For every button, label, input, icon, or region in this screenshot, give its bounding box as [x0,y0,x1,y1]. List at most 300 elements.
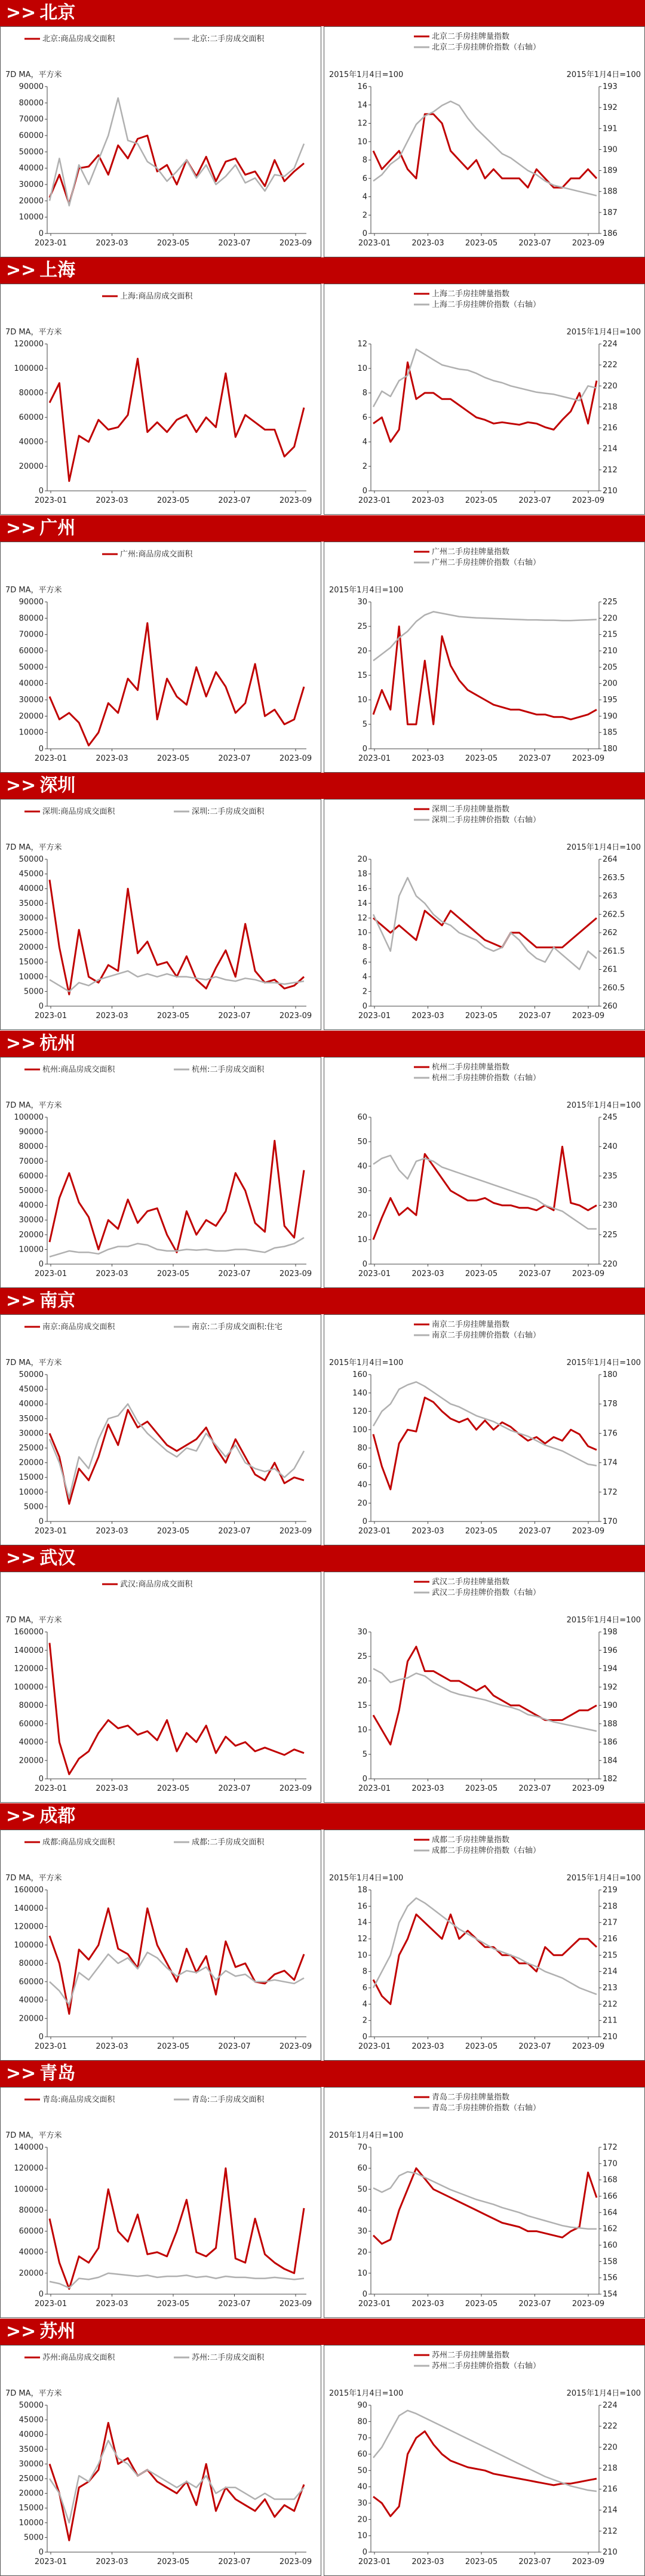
y-tick-label: 60 [357,1113,367,1122]
x-tick-label: 2023-05 [156,1784,190,1793]
y-tick-label: 90000 [19,598,44,607]
y-tick-label: 10000 [19,972,44,982]
y-tick-label: 35000 [19,899,44,908]
x-tick-label: 2023-01 [358,1784,391,1793]
y-tick-label: 6 [362,958,367,967]
y-tick-label: 60000 [19,1719,44,1729]
x-tick-label: 2023-07 [518,1527,551,1536]
series-line-primary [373,114,597,187]
y-tick-label: 0 [38,1260,44,1269]
y-tick-label: 70 [357,2433,367,2443]
x-tick-label: 2023-01 [34,2557,67,2566]
y-tick-label: 6 [362,413,367,422]
y-tick-label: 2 [362,462,367,471]
x-tick-label: 2023-05 [156,496,190,505]
y-tick-label: 10 [357,1951,367,1960]
x-tick-label: 2023-09 [279,1784,312,1793]
x-tick-label: 2023-07 [518,2042,551,2051]
y-tick-label: 60 [357,2450,367,2459]
unit-label: 7D MA，平方米 [5,586,62,595]
y-tick-label: 0 [38,745,44,754]
series-line-primary [373,1914,597,2004]
y-tick-label: 30000 [19,1429,44,1438]
listing-index-chart [324,2088,644,2317]
listing-index-chart [324,542,644,772]
y2-tick-label: 205 [603,663,618,672]
area-chart-panel [0,1830,321,2061]
y-tick-label: 0 [38,1775,44,1784]
series-line-secondary [50,98,304,205]
y2-tick-label: 220 [603,2443,618,2452]
y2-tick-label: 200 [603,679,618,688]
city-name: 广州 [39,518,76,539]
city-section-8 [0,2061,645,2318]
y2-tick-label: 172 [603,2143,618,2152]
city-name: 深圳 [39,775,76,796]
series-line-primary [50,136,304,204]
listing-index-panel [324,1830,645,2061]
city-header [0,1288,645,1314]
y2-tick-label: 168 [603,2175,618,2185]
legend-label: 成都:二手房成交面积 [192,1838,265,1847]
y2-tick-label: 235 [603,1172,618,1181]
y2-tick-label: 245 [603,1113,618,1122]
area-chart-panel [0,2345,321,2576]
listing-index-panel [324,2087,645,2318]
y2-tick-label: 212 [603,2000,618,2009]
series-line-secondary [50,2440,304,2523]
y-tick-label: 15000 [19,1473,44,1483]
y-tick-label: 20000 [19,2014,44,2024]
y2-tick-label: 198 [603,1628,618,1637]
y-tick-label: 140000 [14,2143,44,2152]
unit-label: 7D MA，平方米 [5,1874,62,1883]
x-tick-label: 2023-01 [358,496,391,505]
y-tick-label: 18 [357,1886,367,1895]
x-tick-label: 2023-07 [218,1012,251,1020]
axis-note-right: 2015年1月4日=100 [566,328,641,337]
area-chart-panel [0,1314,321,1545]
y-tick-label: 25 [357,1652,367,1661]
listing-index-panel [324,284,645,515]
y-tick-label: 100 [352,1425,367,1435]
city-name: 北京 [39,2,76,23]
y-tick-label: 20000 [19,1230,44,1240]
y-tick-label: 40000 [19,884,44,894]
y-tick-label: 15000 [19,2504,44,2513]
area-chart-panel [0,2087,321,2318]
y-tick-label: 5000 [23,2533,44,2543]
y2-tick-label: 190 [603,712,618,721]
series-line-primary [50,1908,304,2014]
y-tick-label: 14 [357,100,367,110]
x-tick-label: 2023-05 [465,1012,498,1020]
y-tick-label: 80000 [19,1142,44,1152]
unit-label: 7D MA，平方米 [5,328,62,337]
legend-label: 南京:商品房成交面积 [42,1323,115,1332]
x-tick-label: 2023-01 [34,239,67,248]
y-tick-label: 4 [362,972,367,982]
y-tick-label: 0 [38,229,44,238]
x-tick-label: 2023-09 [572,1269,605,1278]
y2-tick-label: 215 [603,630,618,640]
x-tick-label: 2023-03 [96,1012,128,1020]
y-tick-label: 160 [352,1370,367,1379]
x-tick-label: 2023-07 [218,2042,251,2051]
city-section-2 [0,515,645,773]
x-tick-label: 2023-01 [358,1269,391,1278]
y-tick-label: 80000 [19,614,44,623]
x-tick-label: 2023-03 [96,1527,128,1536]
legend-label: 苏州:二手房成交面积 [192,2353,265,2362]
y-tick-label: 30 [357,1186,367,1195]
y-tick-label: 10000 [19,2518,44,2528]
series-line-primary [373,1146,597,1240]
legend-label: 广州二手房挂牌量指数 [432,548,510,557]
x-tick-label: 2023-05 [465,2042,498,2051]
y2-tick-label: 224 [603,340,618,349]
y2-tick-label: 218 [603,1902,618,1911]
y-tick-label: 10 [357,1235,367,1244]
y-tick-label: 8 [362,389,367,398]
x-tick-label: 2023-03 [96,1269,128,1278]
y-tick-label: 80000 [19,1959,44,1968]
listing-index-chart [324,284,644,514]
y-tick-label: 90000 [19,82,44,91]
y-tick-label: 10000 [19,728,44,737]
city-name: 南京 [39,1290,76,1311]
axis-note-right: 2015年1月4日=100 [566,1358,641,1367]
city-header [0,0,645,26]
y-tick-label: 30000 [19,696,44,705]
x-tick-label: 2023-03 [96,2042,128,2051]
y2-tick-label: 210 [603,487,618,496]
y-tick-label: 10000 [19,213,44,222]
x-tick-label: 2023-01 [34,496,67,505]
legend-label: 青岛二手房挂牌量指数 [432,2093,510,2102]
y-tick-label: 20 [357,647,367,656]
y-tick-label: 20000 [19,1756,44,1766]
y-tick-label: 120000 [14,340,44,349]
area-chart-panel [0,1572,321,1803]
x-tick-label: 2023-05 [465,2300,498,2308]
axis-note-right: 2015年1月4日=100 [566,1616,641,1625]
axis-note-right: 2015年1月4日=100 [566,2389,641,2398]
y-tick-label: 0 [362,2033,367,2042]
y2-tick-label: 220 [603,614,618,623]
x-tick-label: 2023-07 [518,239,551,248]
y2-tick-label: 216 [603,1935,618,1944]
y-tick-label: 30000 [19,180,44,189]
y2-tick-label: 178 [603,1400,618,1409]
y-tick-label: 15 [357,671,367,680]
header-arrow-icon: >> [6,518,36,539]
axis-note-left: 2015年1月4日=100 [329,1874,404,1883]
x-tick-label: 2023-09 [572,1527,605,1536]
legend-label: 成都二手房挂牌量指数 [432,1836,510,1845]
y-tick-label: 16 [357,1902,367,1911]
city-name: 苏州 [39,2321,76,2342]
listing-index-chart [324,27,644,257]
x-tick-label: 2023-05 [156,2042,190,2051]
city-section-1 [0,257,645,515]
series-line-primary [373,1647,597,1745]
header-arrow-icon: >> [6,1290,36,1311]
city-section-6 [0,1545,645,1803]
header-arrow-icon: >> [6,260,36,281]
legend-label: 深圳:二手房成交面积 [192,807,265,816]
series-line-primary [373,362,597,442]
series-line-primary [50,2168,304,2289]
listing-index-panel [324,799,645,1030]
x-tick-label: 2023-09 [279,1527,312,1536]
y-tick-label: 70000 [19,630,44,640]
legend-label: 苏州:商品房成交面积 [42,2353,115,2362]
x-tick-label: 2023-09 [279,1269,312,1278]
series-line-secondary [50,1953,304,2005]
y2-tick-label: 170 [603,2159,618,2169]
y-tick-label: 40000 [19,1738,44,1747]
y-tick-label: 8 [362,156,367,165]
listing-index-panel [324,2345,645,2576]
legend-label: 上海二手房挂牌量指数 [432,290,510,299]
y2-tick-label: 187 [603,208,618,217]
y2-tick-label: 211 [603,2016,618,2025]
y-tick-label: 20000 [19,2268,44,2278]
y-tick-label: 70000 [19,1157,44,1166]
axis-note-right: 2015年1月4日=100 [566,70,641,79]
series-line-secondary [373,2172,597,2229]
y-tick-label: 40 [357,2206,367,2215]
y-tick-label: 40 [357,2482,367,2492]
series-line-secondary [373,1155,597,1229]
x-tick-label: 2023-05 [156,754,190,763]
y2-tick-label: 240 [603,1142,618,1152]
area-chart-panel [0,799,321,1030]
y2-tick-label: 218 [603,402,618,412]
axis-note-left: 2015年1月4日=100 [329,586,404,595]
y-tick-label: 10000 [19,1245,44,1255]
y2-tick-label: 218 [603,2464,618,2473]
x-tick-label: 2023-05 [465,1527,498,1536]
x-tick-label: 2023-07 [518,1269,551,1278]
y2-tick-label: 158 [603,2257,618,2267]
y-tick-label: 12 [357,1935,367,1944]
y-tick-label: 20000 [19,1458,44,1468]
y2-tick-label: 263 [603,892,618,901]
y-tick-label: 4 [362,2000,367,2009]
y2-tick-label: 214 [603,1967,618,1976]
x-tick-label: 2023-09 [572,1784,605,1793]
x-tick-label: 2023-03 [96,2557,128,2566]
y-tick-label: 100000 [14,364,44,373]
y-tick-label: 10 [357,2268,367,2278]
y-tick-label: 30 [357,2227,367,2236]
city-header [0,1545,645,1572]
legend-label: 青岛二手房挂牌价指数（右轴） [432,2104,541,2113]
y-tick-label: 30000 [19,914,44,923]
y2-tick-label: 188 [603,187,618,196]
y2-tick-label: 216 [603,2485,618,2494]
axis-note-right: 2015年1月4日=100 [566,843,641,852]
x-tick-label: 2023-01 [358,754,391,763]
y2-tick-label: 192 [603,1683,618,1692]
y2-tick-label: 262.5 [603,910,625,920]
x-tick-label: 2023-09 [572,2042,605,2051]
city-name: 杭州 [39,1033,76,1054]
y-tick-label: 20000 [19,712,44,721]
y-tick-label: 10 [357,1726,367,1735]
y-tick-label: 20000 [19,2489,44,2498]
x-tick-label: 2023-07 [518,2557,551,2566]
listing-index-chart [324,1572,644,1802]
x-tick-label: 2023-01 [34,2042,67,2051]
x-tick-label: 2023-03 [411,239,444,248]
x-tick-label: 2023-07 [218,2300,251,2308]
y-tick-label: 40000 [19,164,44,173]
y2-tick-label: 230 [603,1201,618,1210]
x-tick-label: 2023-05 [465,239,498,248]
y2-tick-label: 193 [603,82,618,91]
x-tick-label: 2023-09 [572,2557,605,2566]
x-tick-label: 2023-03 [411,2042,444,2051]
x-tick-label: 2023-03 [96,754,128,763]
y-tick-label: 10000 [19,1487,44,1497]
y2-tick-label: 262 [603,929,618,937]
area-chart [1,800,321,1029]
y2-tick-label: 214 [603,2506,618,2515]
area-chart-panel [0,1057,321,1288]
y-tick-label: 25000 [19,929,44,937]
header-arrow-icon: >> [6,1806,36,1827]
y2-tick-label: 260.5 [603,983,625,993]
x-tick-label: 2023-05 [465,1784,498,1793]
x-tick-label: 2023-09 [279,2557,312,2566]
city-header [0,257,645,284]
unit-label: 7D MA，平方米 [5,2389,62,2398]
y-tick-label: 4 [362,192,367,202]
x-tick-label: 2023-01 [34,1527,67,1536]
city-name: 成都 [39,1806,76,1827]
y-tick-label: 60000 [19,1172,44,1181]
x-tick-label: 2023-09 [279,2042,312,2051]
axis-note-left: 2015年1月4日=100 [329,70,404,79]
x-tick-label: 2023-05 [156,2557,190,2566]
y-tick-label: 40000 [19,1201,44,1210]
city-header [0,1803,645,1830]
city-header [0,773,645,799]
y-tick-label: 0 [362,229,367,238]
x-tick-label: 2023-03 [96,2300,128,2308]
x-tick-label: 2023-09 [572,496,605,505]
y-tick-label: 140 [352,1388,367,1398]
x-tick-label: 2023-03 [96,1784,128,1793]
x-tick-label: 2023-09 [279,754,312,763]
legend-label: 青岛:二手房成交面积 [192,2095,265,2104]
x-tick-label: 2023-09 [279,1012,312,1020]
y-tick-label: 40000 [19,679,44,688]
series-line-primary [50,1141,304,1252]
listing-index-chart [324,1830,644,2060]
y-tick-label: 0 [362,745,367,754]
y-tick-label: 50 [357,1138,367,1146]
unit-label: 7D MA，平方米 [5,2131,62,2140]
x-tick-label: 2023-01 [34,1784,67,1793]
y2-tick-label: 225 [603,598,618,607]
y-tick-label: 45000 [19,869,44,879]
y-tick-label: 5 [362,1750,367,1759]
axis-note-right: 2015年1月4日=100 [566,1101,641,1110]
y-tick-label: 2 [362,987,367,997]
legend-label: 武汉:商品房成交面积 [120,1580,193,1589]
area-chart [1,1315,321,1545]
y2-tick-label: 210 [603,2033,618,2042]
y-tick-label: 0 [38,1517,44,1526]
x-tick-label: 2023-07 [218,2557,251,2566]
y-tick-label: 0 [362,487,367,496]
y-tick-label: 20 [357,1677,367,1686]
y-tick-label: 60 [357,1462,367,1471]
y-tick-label: 20 [357,855,367,864]
y-tick-label: 40 [357,1480,367,1490]
legend-label: 深圳二手房挂牌价指数（右轴） [432,816,541,825]
area-chart [1,284,321,514]
listing-index-chart [324,1058,644,1287]
y2-tick-label: 192 [603,103,618,113]
legend-label: 南京二手房挂牌价指数（右轴） [432,1331,541,1340]
y-tick-label: 0 [362,1775,367,1784]
y2-tick-label: 215 [603,1951,618,1960]
series-line-primary [373,1397,597,1489]
y-tick-label: 15000 [19,958,44,967]
y-tick-label: 20000 [19,462,44,471]
y2-tick-label: 195 [603,696,618,705]
y-tick-label: 25 [357,622,367,631]
y2-tick-label: 176 [603,1429,618,1438]
axis-note-left: 2015年1月4日=100 [329,2131,404,2140]
y-tick-label: 20 [357,1211,367,1220]
y-tick-label: 20000 [19,196,44,206]
x-tick-label: 2023-07 [218,239,251,248]
y-tick-label: 40000 [19,1400,44,1409]
y-tick-label: 45000 [19,1385,44,1394]
series-line-secondary [373,2411,597,2491]
area-chart [1,1058,321,1287]
y-tick-label: 60000 [19,131,44,140]
x-tick-label: 2023-01 [34,754,67,763]
x-tick-label: 2023-03 [411,1527,444,1536]
x-tick-label: 2023-09 [279,2300,312,2308]
y2-tick-label: 210 [603,2548,618,2557]
y2-tick-label: 216 [603,423,618,433]
y-tick-label: 120000 [14,2164,44,2174]
y-tick-label: 0 [38,2033,44,2042]
y2-tick-label: 225 [603,1230,618,1240]
y-tick-label: 40 [357,1162,367,1171]
area-chart [1,27,321,257]
y-tick-label: 90000 [19,1127,44,1137]
y-tick-label: 40000 [19,2430,44,2440]
listing-index-chart [324,800,644,1029]
x-tick-label: 2023-05 [156,1527,190,1536]
x-tick-label: 2023-03 [96,239,128,248]
legend-label: 杭州:二手房成交面积 [192,1065,265,1074]
y-tick-label: 8 [362,943,367,952]
y-tick-label: 25000 [19,1444,44,1453]
y-tick-label: 0 [38,1002,44,1011]
legend-label: 杭州二手房挂牌价指数（右轴） [432,1074,541,1083]
y-tick-label: 8 [362,1967,367,1976]
